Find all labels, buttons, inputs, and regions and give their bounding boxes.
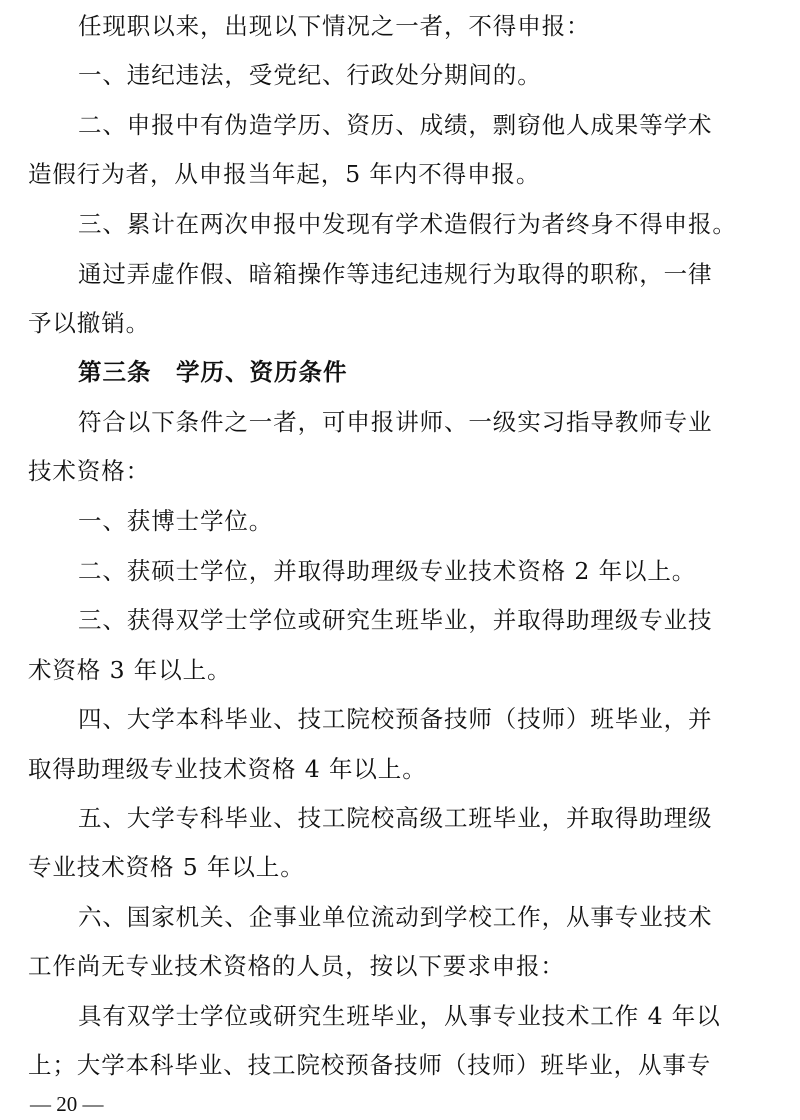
paragraph-line: 三、累计在两次申报中发现有学术造假行为者终身不得申报。 xyxy=(78,210,737,238)
section-heading: 第三条 学历、资历条件 xyxy=(78,358,348,386)
paragraph-line: 取得助理级专业技术资格 4 年以上。 xyxy=(28,755,427,783)
paragraph-line: 三、获得双学士学位或研究生班毕业，并取得助理级专业技 xyxy=(78,606,713,634)
paragraph-line: 专业技术资格 5 年以上。 xyxy=(28,853,305,881)
paragraph-line: 任现职以来，出现以下情况之一者，不得申报： xyxy=(78,12,591,40)
paragraph-line: 二、申报中有伪造学历、资历、成绩，剽窃他人成果等学术 xyxy=(78,111,713,139)
paragraph-line: 通过弄虚作假、暗箱操作等违纪违规行为取得的职称，一律 xyxy=(78,260,713,288)
paragraph-line: 符合以下条件之一者，可申报讲师、一级实习指导教师专业 xyxy=(78,408,713,436)
paragraph-line: 造假行为者，从申报当年起，5 年内不得申报。 xyxy=(28,160,541,188)
paragraph-line: 一、获博士学位。 xyxy=(78,507,274,535)
paragraph-line: 一、违纪违法，受党纪、行政处分期间的。 xyxy=(78,61,542,89)
page-number: — 20 — xyxy=(30,1092,104,1116)
paragraph-line: 术资格 3 年以上。 xyxy=(28,656,232,684)
paragraph-line: 六、国家机关、企事业单位流动到学校工作，从事专业技术 xyxy=(78,903,713,931)
paragraph-line: 二、获硕士学位，并取得助理级专业技术资格 2 年以上。 xyxy=(78,557,697,585)
paragraph-line: 五、大学专科毕业、技工院校高级工班毕业，并取得助理级 xyxy=(78,804,713,832)
paragraph-line: 四、大学本科毕业、技工院校预备技师（技师）班毕业，并 xyxy=(78,705,713,733)
paragraph-line: 工作尚无专业技术资格的人员，按以下要求申报： xyxy=(28,952,565,980)
paragraph-line: 予以撤销。 xyxy=(28,309,150,337)
paragraph-line: 具有双学士学位或研究生班毕业，从事专业技术工作 4 年以 xyxy=(78,1002,721,1030)
paragraph-line: 上；大学本科毕业、技工院校预备技师（技师）班毕业，从事专 xyxy=(28,1051,712,1079)
paragraph-line: 技术资格： xyxy=(28,457,150,485)
